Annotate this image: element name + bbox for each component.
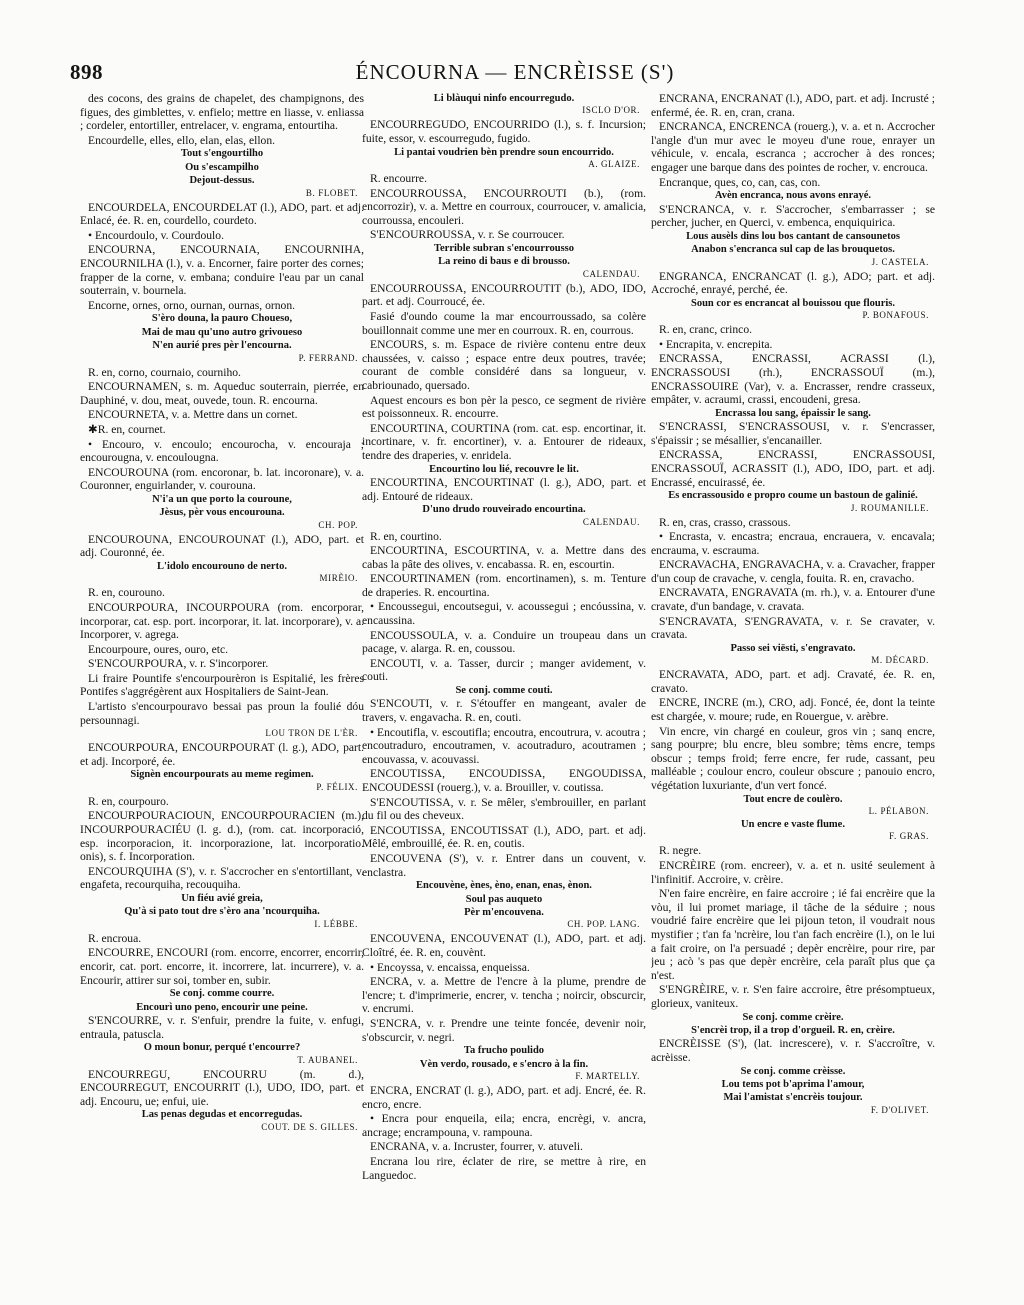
dictionary-entry: ENCOURTINA, COURTINA (rom. cat. esp. encortinar, it. incortinare, v. fr. encortiner), v. a. Entourer de rideaux, tendre des draperies, v. enridela.: [362, 421, 646, 462]
citation-source: A. GLAIZE.: [588, 159, 640, 169]
citation-source: ISCLO D'OR.: [582, 105, 640, 116]
dictionary-entry: R. en, cranc, crinco.: [659, 323, 753, 337]
dictionary-entry: • Encoussegui, encoutsegui, v. acoussegui ; encóussina, v. encaussina.: [362, 600, 646, 628]
dictionary-entry: ENCOUROUNA (rom. encoronar, b. lat. incoronare), v. a. Couronner, enguirlander, v. courouna.: [80, 465, 364, 493]
citation-source: J. ROUMANILLE.: [850, 502, 929, 513]
dictionary-entry: S'ENCRANCA, v. r. S'accrocher, s'embarrasser ; se percher, jucher, en Querci, v. embenca, enquiquirica.: [651, 202, 935, 230]
citation-quote: La reino di baus e di brousso.: [438, 256, 570, 268]
dictionary-entry: S'ENGRÈIRE, v. r. S'en faire accroire, être présomptueux, glorieux, vaniteux.: [651, 983, 935, 1010]
dictionary-entry: ENCOURRE, ENCOURI (rom. encorre, encorrer, encorrir, encorir, cat. port. encorre, it. incorrere, lat. incurrere), v. a. Encourir, attirer sur soi, tomber en, subir.: [80, 946, 364, 987]
page-header: [70, 60, 960, 86]
dictionary-entry: R. en, cras, crasso, crassous.: [659, 515, 791, 529]
dictionary-entry: Encorne, ornes, orno, ournan, ournas, ornon.: [88, 298, 296, 312]
citation-quote: N'i'a un que porto la couroune,: [152, 493, 292, 505]
dictionary-entry: Li fraire Pountife s'encourpourèron is Espitalié, les frères Pontifes s'aggrégèrent aux Hospitaliers de Saint-Jean.: [80, 671, 364, 699]
citation-quote: Lou tems pot b'aprima l'amour,: [721, 1078, 865, 1090]
citation-quote: N'en aurié pres pèr l'encourna.: [152, 340, 292, 352]
citation-quote: O moun bonur, perqué t'encourre?: [143, 1042, 301, 1054]
citation-source: LOU TRON DE L'ÈR.: [265, 728, 358, 739]
page-number: 898: [70, 60, 103, 84]
citation-quote: Passo sei viësti, s'engravato.: [730, 642, 856, 654]
dictionary-entry: Encrana lou rire, éclater de rire, se mettre à rire, en Languedoc.: [362, 1154, 646, 1182]
column-middle: [362, 92, 646, 1292]
dictionary-entry: ENCOUTI, v. a. Tasser, durcir ; manger avidement, v. couti.: [362, 656, 646, 684]
citation-quote: Terrible subran s'encourrousso: [433, 242, 575, 254]
citation-quote: Soun cor es encrancat al bouissou que flouris.: [691, 297, 895, 309]
dictionary-entry: L'artisto s'encourpouravo bessai pas proun la foulié dóu persounnagi.: [80, 700, 364, 727]
citation-source: COUT. DE S. GILLES.: [261, 1121, 358, 1132]
dictionary-entry: ENCOUVENA, ENCOUVENAT (l.), ADO, part. et adj. Cloîtré, ée. R. en, couvènt.: [362, 932, 646, 959]
dictionary-entry: R. encroua.: [88, 931, 142, 945]
citation-quote: S'encrèi trop, il a trop d'orgueil. R. en, crèire.: [691, 1024, 895, 1036]
citation-quote: Avèn encranca, nous avons enrayé.: [714, 190, 872, 202]
dictionary-entry: des cocons, des grains de chapelet, des champignons, des figues, des gimblettes, v. enfielo; mettre en liasse, v. enliassa ; cordeler, entortiller, entrelacer, v. engrama, entourtiha.: [80, 92, 364, 133]
dictionary-entry: ENCOURPOURA, ENCOURPOURAT (l. g.), ADO, part. et adj. Incorporé, ée.: [80, 741, 364, 768]
dictionary-entry: ENCRE, INCRE (m.), CRO, adj. Foncé, ée, dont la teinte est chargée, v. moure; rude, en Rouergue, v. arèbre.: [651, 696, 935, 724]
citation-quote: Dejout-dessus.: [189, 175, 255, 187]
dictionary-entry: S'ENCOUTISSA, v. r. Se mêler, s'embrouiller, en parlant du fil ou des cheveux.: [362, 795, 646, 823]
citation-quote: Es encrassousido e propro coume un bastoun de galinié.: [668, 490, 918, 502]
dictionary-entry: ENCRÈISSE (S'), (lat. increscere), v. r. S'accroître, v. acrèisse.: [651, 1037, 935, 1064]
dictionary-entry: S'ENCRASSI, S'ENCRASSOUSI, v. r. S'encrasser, s'épaissir ; se mésallier, s'encanailler.: [651, 420, 935, 447]
citation-quote: Se conj. comme crèire.: [742, 1011, 844, 1023]
dictionary-entry: S'ENCOURPOURA, v. r. S'incorporer.: [88, 657, 269, 671]
citation-quote: Anabon s'encranca sul cap de las brouquetos.: [691, 244, 895, 256]
dictionary-entry: S'ENCRA, v. r. Prendre une teinte foncée, devenir noir, s'obscurcir, v. negri.: [362, 1016, 646, 1044]
dictionary-entry: S'ENCOURROUSSA, v. r. Se courroucer.: [370, 228, 565, 242]
dictionary-entry: ENCOUTISSA, ENCOUDISSA, ENGOUDISSA, ENCOUDESSI (rouerg.), v. a. Brouiller, v. coutissa.: [362, 767, 646, 794]
dictionary-entry: S'ENCOURRE, v. r. S'enfuir, prendre la fuite, v. enfugi, entraula, patuscla.: [80, 1014, 364, 1041]
citation-source: B. FLOBET.: [305, 187, 358, 198]
citation-source: CH. POP. LANG.: [567, 919, 640, 930]
citation-quote: Li blàuqui ninfo encourregudo.: [433, 93, 575, 104]
citation-source: P. FÉLIX.: [316, 781, 358, 792]
citation-quote: Se conj. comme courre.: [169, 988, 275, 1000]
dictionary-entry: Aquest encours es bon pèr la pesco, ce segment de rivière est poissonneux. R. encourre.: [362, 393, 646, 421]
citation-quote: Jèsus, pèr vous encourouna.: [159, 507, 285, 519]
dictionary-entry: • Encouro, v. encoulo; encourocha, v. encouraja ; encourougna, v. encoulougna.: [80, 437, 364, 465]
citation-quote: Mai l'amistat s'encrèis toujour.: [723, 1092, 863, 1104]
column-left: [80, 92, 364, 1292]
dictionary-entry: ENCRANCA, ENCRENCA (rouerg.), v. a. et n. Accrocher l'angle d'un mur avec le moyeu d'une roue, enrayer un véhicule, v. encala, escranca ; accrocher à des ronces; engager une barque dans des pointes de rocher, v. encrouca.: [651, 120, 935, 174]
dictionary-entry: ENCOUSSOULA, v. a. Conduire un troupeau dans un pacage, v. alarga. R. en, coussou.: [362, 628, 646, 656]
dictionary-entry: ENCOURNA, ENCOURNAIA, ENCOURNIHA, ENCOURNILHA (l.), v. a. Encorner, faire porter des cornes; frapper de la corne, v. embana; conduire l'eau par un canal souterrain, v. bournela.: [80, 243, 364, 298]
citation-quote: Signèn encourpourats au meme regimen.: [130, 769, 314, 781]
dictionary-entry: • Encrasta, v. encastra; encraua, encrauera, v. encavala; encrauma, v. escrauma.: [651, 530, 935, 557]
citation-quote: Encouvène, ènes, èno, enan, enas, ènon.: [416, 880, 592, 892]
citation-source: P. BONAFOUS.: [862, 310, 929, 321]
dictionary-entry: ENCRANA, v. a. Incruster, fourrer, v. atuveli.: [370, 1140, 583, 1154]
citation-quote: Lous ausèls dins lou bos cantant de cansounetos: [686, 230, 900, 242]
dictionary-entry: ENCOURNETA, v. a. Mettre dans un cornet.: [88, 408, 298, 422]
dictionary-entry: ENCOURREGU, ENCOURRU (m. d.), ENCOURREGUT, ENCOURRIT (l.), UDO, IDO, part. et adj. Encouru, ue; enfui, uie.: [80, 1067, 364, 1108]
dictionary-entry: • Encourdoulo, v. Courdoulo.: [88, 228, 224, 242]
dictionary-entry: ENCOURQUIHA (S'), v. r. S'accrocher en s'entortillant, v. engafeta, recourquiha, recouquiha.: [80, 864, 364, 892]
citation-quote: S'èro douna, la pauro Choueso,: [151, 313, 293, 325]
citation-quote: Encourì uno peno, encourir une peine.: [136, 1001, 308, 1013]
citation-quote: Vèn verdo, rousado, e s'encro à la fin.: [419, 1058, 589, 1070]
citation-quote: D'uno drudo rouveirado encourtina.: [422, 504, 586, 516]
column-right: [651, 92, 935, 1292]
dictionary-entry: ENCRASSA, ENCRASSI, ENCRASSOUSI, ENCRASSOUÏ, ACRASSIT (l.), ADO, IDO, part. et adj. Encrassé, encuirassé, ée.: [651, 448, 935, 489]
citation-quote: Se conj. comme couti.: [455, 685, 553, 697]
dictionary-entry: R. en, courpouro.: [88, 794, 169, 808]
citation-quote: Pèr m'encouvena.: [464, 906, 544, 918]
dictionary-entry: S'ENCOUTI, v. r. S'étouffer en mangeant, avaler de travers, v. engavacha. R. en, couti.: [362, 697, 646, 725]
citation-quote: Ta frucho poulido: [463, 1045, 545, 1057]
citation-source: F. MARTELLY.: [575, 1070, 640, 1081]
dictionary-entry: • Encrapita, v. encrepita.: [659, 337, 773, 351]
dictionary-entry: R. en, courtino.: [370, 529, 442, 543]
citation-quote: Se conj. comme crèisse.: [740, 1065, 846, 1077]
dictionary-entry: ENCOURTINA, ESCOURTINA, v. a. Mettre dans des cabas la pâte des olives, v. encabassa. R. en, escourtin.: [362, 544, 646, 571]
dictionary-entry: ENCOURS, s. m. Espace de rivière contenu entre deux chaussées, v. caisso ; espace entre deux poutres, travée; courant de comble considéré dans sa longueur, v. cabriounado, quersado.: [362, 338, 646, 392]
dictionary-entry: ENCOUTISSA, ENCOUTISSAT (l.), ADO, part. et adj. Mêlé, embrouillé, ée. R. en, coutis.: [362, 823, 646, 851]
citation-source: T. AUBANEL.: [297, 1054, 358, 1065]
dictionary-entry: Encourpoure, oures, ouro, etc.: [88, 642, 229, 656]
dictionary-entry: Encranque, ques, co, can, cas, con.: [659, 175, 821, 189]
dictionary-entry: ENCOUVENA (S'), v. r. Entrer dans un couvent, v. enclastra.: [362, 851, 646, 879]
running-head: ÉNCOURNA — ENCRÈISSE (S'): [355, 60, 675, 84]
dictionary-entry: ENCRA, ENCRAT (l. g.), ADO, part. et adj. Encré, ée. R. encro, encre.: [362, 1083, 646, 1111]
dictionary-entry: ENCRAVACHA, ENGRAVACHA, v. a. Cravacher, frapper d'un coup de cravache, v. cengla, fouita. R. en, cravacho.: [651, 558, 935, 585]
citation-source: F. D'OLIVET.: [870, 1104, 929, 1115]
dictionary-entry: ENCOURTINAMEN (rom. encortinamen), s. m. Tenture de draperies. R. encourtina.: [362, 572, 646, 599]
citation-quote: Qu'à si pato tout dre s'èro ana 'ncourquiha.: [124, 906, 320, 918]
dictionary-entry: ENCOURROUSSA, ENCOURROUTI (b.), (rom. encorrozir), v. a. Mettre en courroux, courroucer, v. amalicia, courroussa, encouleri.: [362, 186, 646, 227]
dictionary-entry: R. encourre.: [370, 172, 427, 185]
dictionary-entry: R. en, corno, cournaio, courniho.: [88, 365, 241, 379]
dictionary-entry: • Encra pour enqueila, eila; encra, encrègi, v. ancra, ancrage; encrampouna, v. rampouna.: [362, 1112, 646, 1139]
dictionary-entry: Vin encre, vin chargé en couleur, gros vin ; sanq encre, sang pourpre; blu encre, bleu sombre; tèms encre, temps obscur ; temps froid; ferre encre, fer rude, cassant, peu malléable ; coulour encro, couleur obscure ; panouio encro, végétation luxuriante, d'un vert foncé.: [651, 724, 935, 792]
dictionary-entry: ENCOURNAMEN, s. m. Aqueduc souterrain, pierrée, en Dauphiné, v. dou, meat, ouvede, toun. R. encourna.: [80, 380, 364, 407]
citation-quote: Un fiéu avié greia,: [181, 893, 263, 904]
dictionary-entry: ENCOUROUNA, ENCOUROUNAT (l.), ADO, part. et adj. Couronné, ée.: [80, 532, 364, 560]
citation-source: M. DÉCARD.: [871, 655, 929, 666]
citation-quote: Las penas degudas et encorregudas.: [141, 1109, 303, 1121]
dictionary-entry: ENGRANCA, ENCRANCAT (l. g.), ADO; part. et adj. Accroché, enrayé, perché, ée.: [651, 269, 935, 297]
citation-quote: Encrassa lou sang, épaissir le sang.: [715, 407, 871, 419]
dictionary-entry: ENCOURPOURA, INCOURPOURA (rom. encorporar, incorporar, cat. esp. port. incorporar, it. lat. incorporare), v. a. Incorporer, v. agrega.: [80, 600, 364, 642]
dictionary-entry: ENCRA, v. a. Mettre de l'encre à la plume, prendre de l'encre; t. d'imprimerie, encrer, v. tencha ; noircir, obscurcir, v. encrumi.: [362, 975, 646, 1016]
dictionary-entry: ENCOURTINA, ENCOURTINAT (l. g.), ADO, part. et adj. Entouré de rideaux.: [362, 475, 646, 503]
dictionary-entry: Encourdelle, elles, ello, elan, elas, ellon.: [88, 133, 276, 147]
citation-source: CALENDAU.: [582, 268, 640, 279]
citation-source: CALENDAU.: [582, 516, 640, 527]
citation-quote: Soul pas auqueto: [465, 893, 543, 905]
dictionary-entry: • Encoyssa, v. encaissa, enqueissa.: [370, 960, 530, 974]
dictionary-entry: ENCRAVATA, ENGRAVATA (m. rh.), v. a. Entourer d'une cravate, d'un bandage, v. cravata.: [651, 586, 935, 614]
dictionary-entry: Fasié d'oundo coume la mar encourroussado, sa colère bouillonnait comme une mer en courroux. R. en, courrous.: [362, 309, 646, 337]
citation-source: F. GRAS.: [889, 831, 929, 842]
dictionary-entry: N'en faire encrèire, en faire accroire ; ié fai encrèire que la vòu, il lui promet mariage, il tâche de la séduire ; nous voudrié faire encrèire que lei pijoun teton, il voudrait nous mystifier ; t'an fa 'ncrèire, lou t'an fach encrèire (l.), on le lui a fait croire, on l'a persuadé ; depèr encrèire, pour rire, par jeu ; acò 's pas que depèr encrèire, cela paraît plus que ça n'est.: [651, 887, 935, 982]
citation-quote: Tout encre de coulèro.: [743, 793, 843, 805]
dictionary-entry: ENCRANA, ENCRANAT (l.), ADO, part. et adj. Incrusté ; enfermé, ée. R. en, cran, crana.: [651, 92, 935, 119]
citation-quote: Ou s'escampilho: [185, 161, 259, 173]
dictionary-entry: R. negre.: [659, 844, 702, 858]
citation-source: I. LÉBBE.: [314, 918, 358, 929]
citation-source: L. PÉLABON.: [868, 806, 929, 816]
citation-quote: Li pantai voudrien bèn prendre soun encourrido.: [394, 146, 614, 158]
citation-quote: L'idolo encourouno de nerto.: [157, 560, 287, 572]
citation-quote: Encourtino lou lié, recouvre le lit.: [429, 463, 579, 475]
dictionary-entry: ENCRASSA, ENCRASSI, ACRASSI (l.), ENCRASSOUSI (rh.), ENCRASSOUÏ (m.), ENCRASSOUIRE (Var), v. a. Encrasser, rendre crasseux, empâter, v. acraumi, crassi, encoudeni, gresa.: [651, 352, 935, 407]
citation-source: CH. POP.: [318, 519, 358, 530]
dictionary-entry: S'ENCRAVATA, S'ENGRAVATA, v. r. Se cravater, v. cravata.: [651, 614, 935, 642]
dictionary-entry: ✱R. en, cournet.: [88, 422, 166, 436]
dictionary-entry: ENCOURROUSSA, ENCOURROUTIT (b.), ADO, IDO, part. et adj. Courroucé, ée.: [362, 281, 646, 309]
citation-source: P. FERRAND.: [298, 352, 358, 363]
dictionary-entry: ENCOURREGUDO, ENCOURRIDO (l.), s. f. Incursion; fuite, essor, v. escourregudo, fugido.: [362, 118, 646, 145]
citation-quote: Tout s'engourtilho: [180, 148, 264, 160]
dictionary-entry: ENCRÈIRE (rom. encreer), v. a. et n. usité seulement à l'infinitif. Accroire, v. crèire.: [651, 859, 935, 886]
citation-source: MIRÈIO.: [319, 573, 358, 584]
dictionary-entry: R. en, courouno.: [88, 586, 165, 600]
dictionary-entry: ENCOURDELA, ENCOURDELAT (l.), ADO, part. et adj. Enlacé, ée. R. en, courdello, courdeto.: [80, 200, 364, 228]
citation-quote: Mai de mau qu'uno autro grivoueso: [141, 326, 303, 338]
dictionary-entry: ENCOURPOURACIOUN, ENCOURPOURACIEN (m.), INCOURPOURACIÉU (l. g. d.), (rom. cat. incorporació, esp. incorporacion, it. incorporazione, lat. incorporatio. onis), s. f. Incorporation.: [80, 809, 364, 864]
citation-source: J. CASTELA.: [871, 256, 929, 267]
dictionary-entry: • Encoutifla, v. escoutifla; encoutra, encoutrura, v. acoutra ; encoutraduro, encoutramen, v. acoutraduro, acoutramen ; encouvassa, v. acouvassi.: [362, 725, 646, 766]
dictionary-entry: ENCRAVATA, ADO, part. et adj. Cravaté, ée. R. en, cravato.: [651, 668, 935, 695]
citation-quote: Un encre e vaste flume.: [741, 819, 845, 830]
